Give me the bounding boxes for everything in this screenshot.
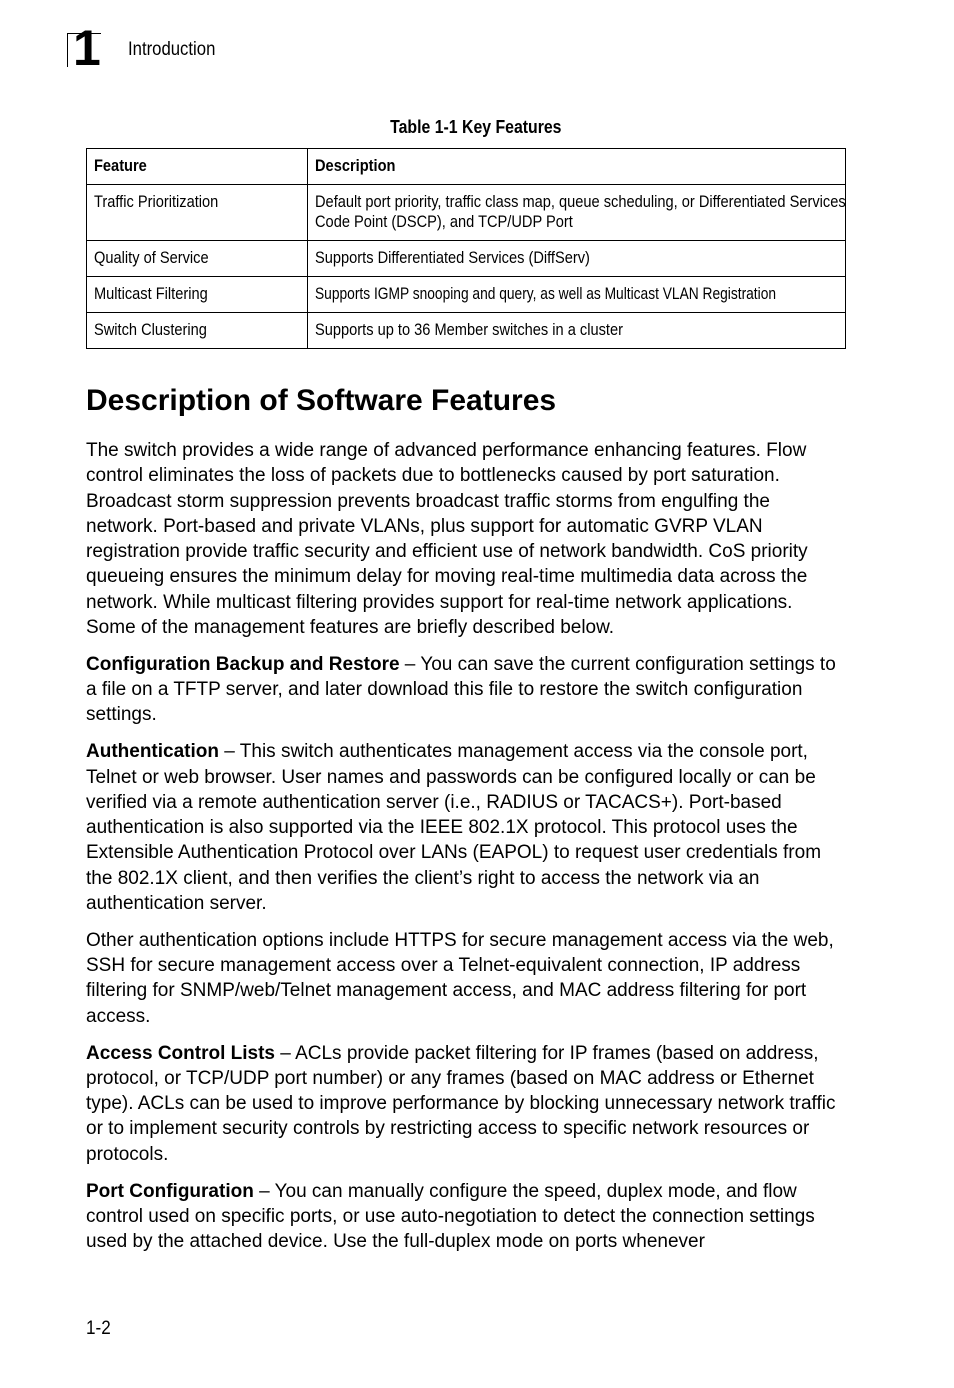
feature-cell: Quality of Service (87, 241, 308, 277)
feature-cell: Traffic Prioritization (87, 185, 308, 241)
table-header-row (87, 149, 846, 185)
feature-paragraph-port-config (86, 1179, 846, 1255)
feature-cell: Multicast Filtering (87, 277, 308, 313)
feature-paragraph-auth-options (86, 928, 846, 1029)
feature-paragraph-backup (86, 652, 846, 728)
table-row (87, 241, 846, 277)
chapter-number: 1 (73, 20, 99, 76)
key-features-table (86, 148, 846, 349)
feature-cell: Switch Clustering (87, 313, 308, 349)
description-cell: Supports up to 36 Member switches in a cluster (308, 313, 846, 349)
feature-paragraph-authentication (86, 739, 846, 916)
feature-text: – You can save the current configuration settings to a file on a TFTP server, and later download this file to restore the switch configuration settings. (86, 653, 836, 726)
section-body (86, 438, 846, 1266)
column-header-description: Description (308, 149, 846, 185)
description-cell: Supports Differentiated Services (DiffServ) (308, 241, 846, 277)
feature-term: Configuration Backup and Restore (86, 653, 400, 675)
feature-text: – You can manually configure the speed, duplex mode, and flow control used on specific ports, or use auto-negotiation to detect the connection settings used by the attached device. Use the full-duplex mode on ports whenever (86, 1180, 815, 1253)
running-title: Introduction (128, 39, 216, 60)
column-header-feature: Feature (87, 149, 308, 185)
feature-paragraph-acl (86, 1041, 846, 1167)
description-cell: Supports IGMP snooping and query, as well as Multicast VLAN Registration (308, 277, 846, 313)
feature-text: Other authentication options include HTTPS for secure management access via the web, SSH for secure management access over a Telnet-equivalent connection, IP address filtering for SNMP/web/Telnet management access, and MAC address filtering for port access. (86, 929, 834, 1027)
description-cell: Default port priority, traffic class map, queue scheduling, or Differentiated Services Code Point (DSCP), and TCP/UDP Port (308, 185, 846, 241)
feature-text: – ACLs provide packet filtering for IP frames (based on address, protocol, or TCP/UDP port number) or any frames (based on MAC address or Ethernet type). ACLs can be used to improve performance by blocking unnecessary network traffic or to implement security controls by restricting access to specific network resources or protocols. (86, 1042, 836, 1165)
intro-paragraph: The switch provides a wide range of advanced performance enhancing features. Flow control eliminates the loss of packets due to bottlenecks caused by port saturation. Broadcast storm suppression prevents broadcast traffic storms from engulfing the network. Port-based and private VLANs, plus support for automatic GVRP VLAN registration provide traffic security and efficient use of network bandwidth. CoS priority queueing ensures the minimum delay for moving real-time multimedia data across the network. While multicast filtering provides support for real-time network applications. Some of the management features are briefly described below. (86, 440, 808, 639)
feature-text: – This switch authenticates management access via the console port, Telnet or web browser. User names and passwords can be configured locally or can be verified via a remote authentication server (i.e., RADIUS or TACACS+). Port-based authentication is also supported via the IEEE 802.1X protocol. This protocol uses the Extensible Authentication Protocol over LANs (EAPOL) to request user credentials from the 802.1X client, and then verifies the client’s right to access the network via an authentication server. (86, 741, 822, 915)
table-row (87, 185, 846, 241)
feature-term: Port Configuration (86, 1180, 254, 1202)
page-number: 1-2 (86, 1318, 111, 1339)
section-heading: Description of Software Features (86, 384, 557, 417)
table-caption: Table 1-1 Key Features (390, 117, 562, 137)
table-row (87, 313, 846, 349)
feature-term: Access Control Lists (86, 1042, 275, 1064)
table-row (87, 277, 846, 313)
feature-term: Authentication (86, 741, 219, 763)
